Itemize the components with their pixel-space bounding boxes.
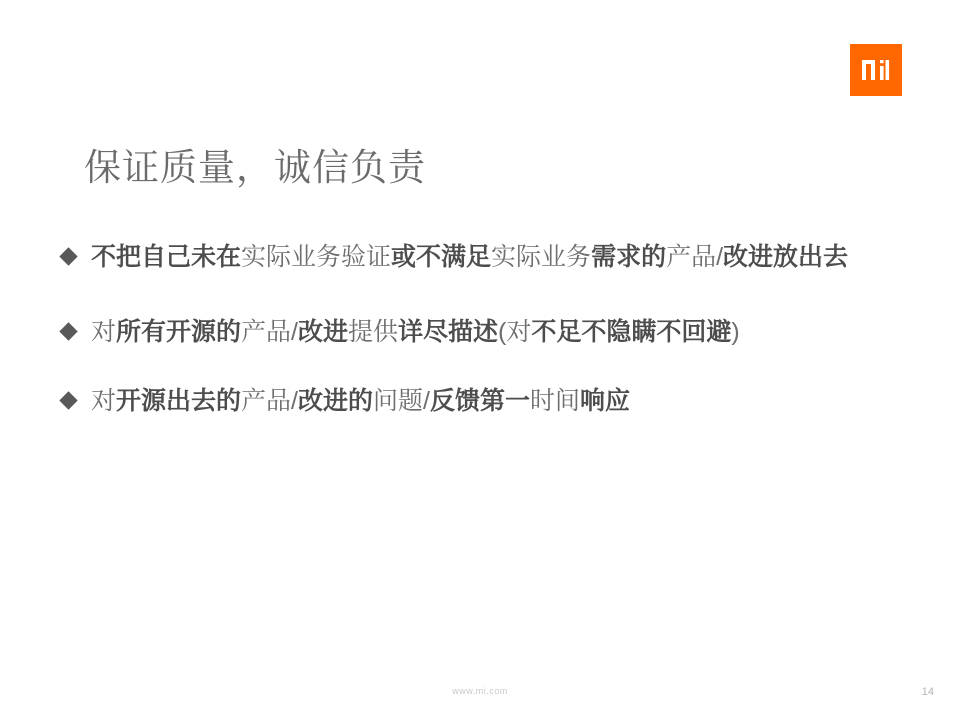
list-item (62, 382, 922, 421)
list-item-text: 改进的 (297, 386, 373, 415)
list-item-text: 不把自己未在 (91, 243, 242, 271)
list-item-text: 产品/ (666, 243, 724, 271)
list-item-text: 响应 (579, 386, 630, 415)
list-item-text: 开源出去的 (116, 386, 242, 415)
list-item-text: 产品/ (241, 317, 298, 346)
list-item (62, 313, 922, 352)
list-item-text: 改进 (297, 317, 348, 346)
list-item-text: 改进放出去 (723, 243, 849, 271)
list-item-text: 所有开源的 (116, 317, 242, 346)
list-item-text: 对 (91, 317, 117, 346)
list-item-text: 实际业务验证 (241, 243, 392, 271)
diamond-bullet-icon (59, 247, 77, 265)
list-item-text: 产品/ (241, 386, 298, 415)
mi-logo-icon (861, 58, 891, 82)
bullet-list (62, 238, 922, 450)
page-number: 14 (921, 686, 934, 698)
list-item-text: 反馈第一 (429, 386, 530, 415)
list-item-text: 需求的 (591, 243, 667, 271)
list-item-text: 实际业务 (491, 243, 592, 271)
page-title: 保证质量，诚信负责 (84, 146, 426, 188)
list-item-text: 时间 (529, 386, 580, 415)
list-item-text: ) (731, 317, 740, 346)
list-item-text: 不足不隐瞒不回避 (531, 317, 732, 346)
list-item (62, 238, 922, 277)
mi-logo (850, 44, 902, 96)
diamond-bullet-icon (59, 391, 77, 409)
diamond-bullet-icon (59, 322, 77, 340)
list-item-text: 或不满足 (391, 243, 492, 271)
list-item-text: (对 (498, 317, 532, 346)
footer-url: www.mi.com (452, 686, 508, 696)
list-item-text: 详尽描述 (398, 317, 499, 346)
list-item-text: 问题/ (373, 386, 430, 415)
list-item-text: 对 (91, 386, 117, 415)
list-item-text: 提供 (348, 317, 399, 346)
